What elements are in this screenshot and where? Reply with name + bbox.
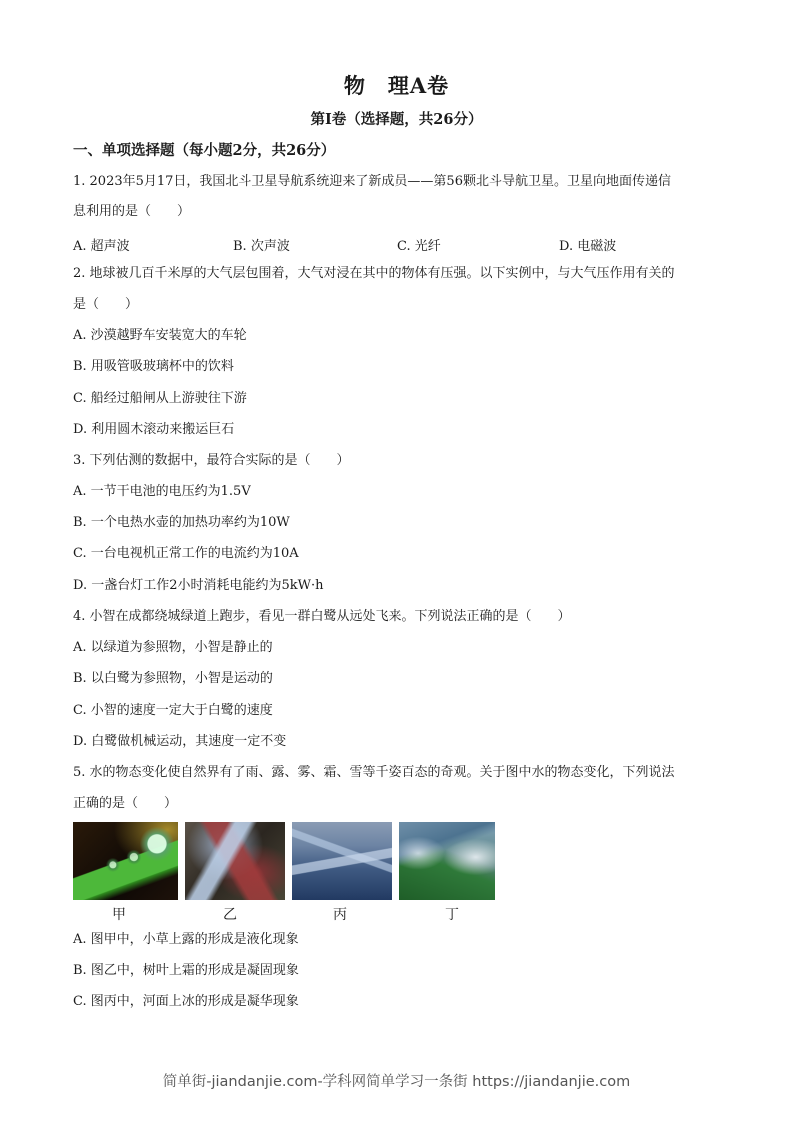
q1-option-d[interactable]: D. 电磁波 (559, 239, 617, 254)
dew-on-grass-photo (73, 822, 178, 900)
q4-option-c[interactable]: C. 小智的速度一定大于白鹭的速度 (73, 703, 273, 718)
question-4-text: 4. 小智在成都绕城绿道上跑步，看见一群白鹭从远处飞来。下列说法正确的是（ ） (73, 609, 571, 624)
figure-label-ding: 丁 (445, 907, 459, 923)
page-title (0, 70, 793, 100)
volume-subtitle: 第Ⅰ卷（选择题，共26分） (310, 111, 483, 128)
q3-option-d[interactable]: D. 一盏台灯工作2小时消耗电能约为5kW·h (73, 578, 324, 593)
q1-option-a[interactable]: A. 超声波 (73, 239, 130, 254)
question-1-text-cont: 息利用的是（ ） (73, 204, 191, 219)
q3-option-c[interactable]: C. 一台电视机正常工作的电流约为10A (73, 546, 299, 561)
question-5-text: 5. 水的物态变化使自然界有了雨、露、雾、霜、雪等千姿百态的奇观。关于图中水的物态变化，下列说法 (73, 765, 675, 780)
q4-option-b[interactable]: B. 以白鹭为参照物，小智是运动的 (73, 671, 273, 686)
q2-option-d[interactable]: D. 利用圆木滚动来搬运巨石 (73, 422, 235, 437)
question-1-text: 1. 2023年5月17日，我国北斗卫星导航系统迎来了新成员——第56颗北斗导航卫星。卫星向地面传递信 (73, 174, 671, 189)
title-part-1: 物 (343, 73, 366, 98)
question-2-text-cont: 是（ ） (73, 297, 139, 312)
question-3-text: 3. 下列估测的数据中，最符合实际的是（ ） (73, 453, 350, 468)
section-heading: 一、单项选择题（每小题2分，共26分） (73, 142, 336, 159)
q2-option-b[interactable]: B. 用吸管吸玻璃杯中的饮料 (73, 359, 234, 374)
question-2-text: 2. 地球被几百千米厚的大气层包围着，大气对浸在其中的物体有压强。以下实例中，与大气压作用有关的 (73, 266, 675, 281)
q3-option-a[interactable]: A. 一节干电池的电压约为1.5V (73, 484, 251, 499)
q1-option-b[interactable]: B. 次声波 (233, 239, 290, 254)
q3-option-b[interactable]: B. 一个电热水壶的加热功率约为10W (73, 515, 290, 530)
question-5-text-cont: 正确的是（ ） (73, 796, 178, 811)
figure-label-bing: 丙 (333, 907, 347, 923)
ice-on-river-photo (292, 822, 392, 900)
footer-watermark: 简单街-jiandanjie.com-学科网简单学习一条街 https://jiandanjie.com (162, 1074, 631, 1090)
q1-option-c[interactable]: C. 光纤 (397, 239, 441, 254)
q5-option-b[interactable]: B. 图乙中，树叶上霜的形成是凝固现象 (73, 963, 299, 978)
fog-over-mountains-photo (399, 822, 495, 900)
figure-label-yi: 乙 (223, 907, 237, 923)
title-part-2: 理A卷 (387, 73, 450, 98)
q4-option-d[interactable]: D. 白鹭做机械运动，其速度一定不变 (73, 734, 287, 749)
figure-label-jia: 甲 (112, 907, 126, 923)
frost-on-leaves-photo (185, 822, 285, 900)
q2-option-a[interactable]: A. 沙漠越野车安装宽大的车轮 (73, 328, 247, 343)
q4-option-a[interactable]: A. 以绿道为参照物，小智是静止的 (73, 640, 273, 655)
q5-option-a[interactable]: A. 图甲中，小草上露的形成是液化现象 (73, 932, 299, 947)
q2-option-c[interactable]: C. 船经过船闸从上游驶往下游 (73, 391, 247, 406)
q5-option-c[interactable]: C. 图丙中，河面上冰的形成是凝华现象 (73, 994, 299, 1009)
